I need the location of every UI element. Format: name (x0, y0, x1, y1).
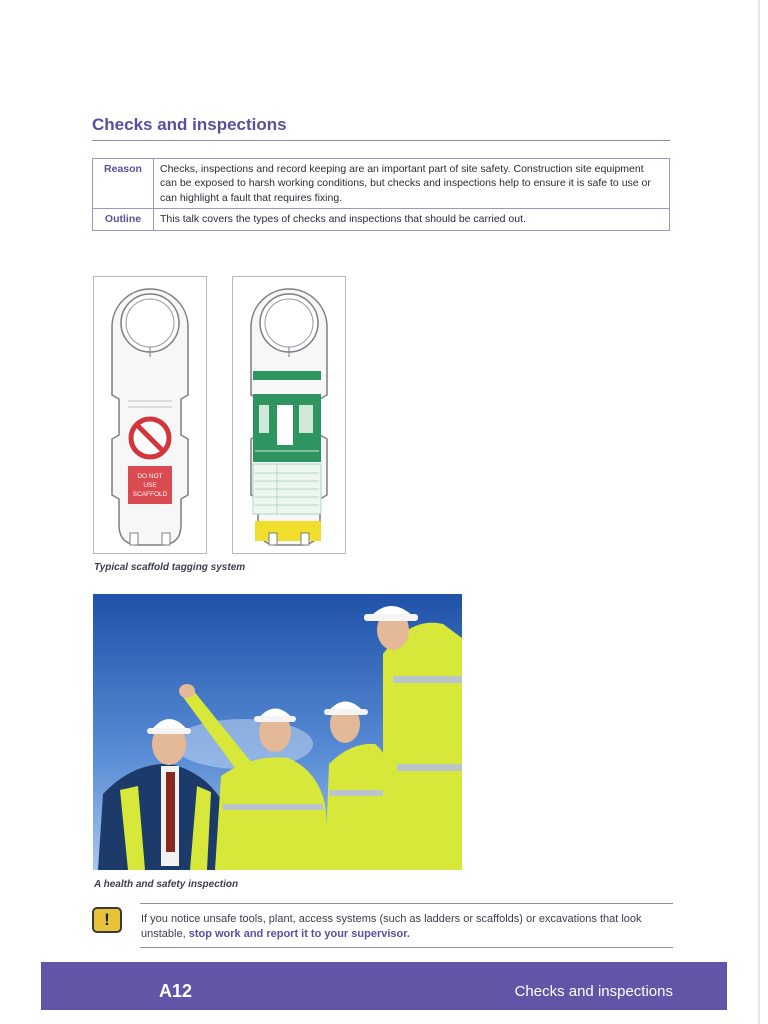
reason-text: Checks, inspections and record keeping are an important part of site safety. Construction site equipment can be exposed to harsh working conditions, but checks and inspections help to ensure it is safe to use or can highlight a fault that requires fixing. (154, 159, 670, 209)
scaffold-tag-record-illustration (233, 277, 345, 553)
figure-caption-inspection: A health and safety inspection (94, 879, 239, 890)
title-divider (92, 140, 670, 141)
warning-bottom-divider (140, 947, 673, 948)
warning-note (141, 912, 671, 943)
inspection-photo (93, 594, 462, 870)
table-row-reason (93, 159, 670, 209)
inspection-photo-illustration (93, 594, 462, 870)
page-footer (41, 962, 727, 1010)
figure-caption-tagging: Typical scaffold tagging system (94, 562, 246, 573)
tag-warning-line1: DO NOT (137, 473, 163, 480)
scaffold-tag-illustration (94, 277, 206, 553)
info-table (92, 158, 670, 231)
warning-icon: ! (92, 907, 122, 933)
tag-warning-line3: SCAFFOLD (132, 491, 168, 498)
footer-title: Checks and inspections (514, 983, 673, 1000)
warning-text: If you notice unsafe tools, plant, access systems (such as ladders or scaffolds) or excavations that look unstable, (141, 913, 642, 941)
reason-label: Reason (93, 159, 154, 209)
outline-label: Outline (93, 209, 154, 230)
scaffold-tag-do-not-use (93, 276, 207, 554)
outline-text: This talk covers the types of checks and inspections that should be carried out. (154, 209, 670, 230)
section-title: Checks and inspections (92, 115, 287, 134)
warning-emphasis: stop work and report it to your supervisor. (188, 928, 410, 941)
page-code: A12 (159, 981, 193, 1001)
warning-top-divider (140, 903, 673, 904)
scaffold-tag-inspection-record (232, 276, 346, 554)
tag-warning-line2: USE (143, 482, 157, 489)
table-row-outline (93, 209, 670, 230)
page-edge (758, 0, 760, 1024)
